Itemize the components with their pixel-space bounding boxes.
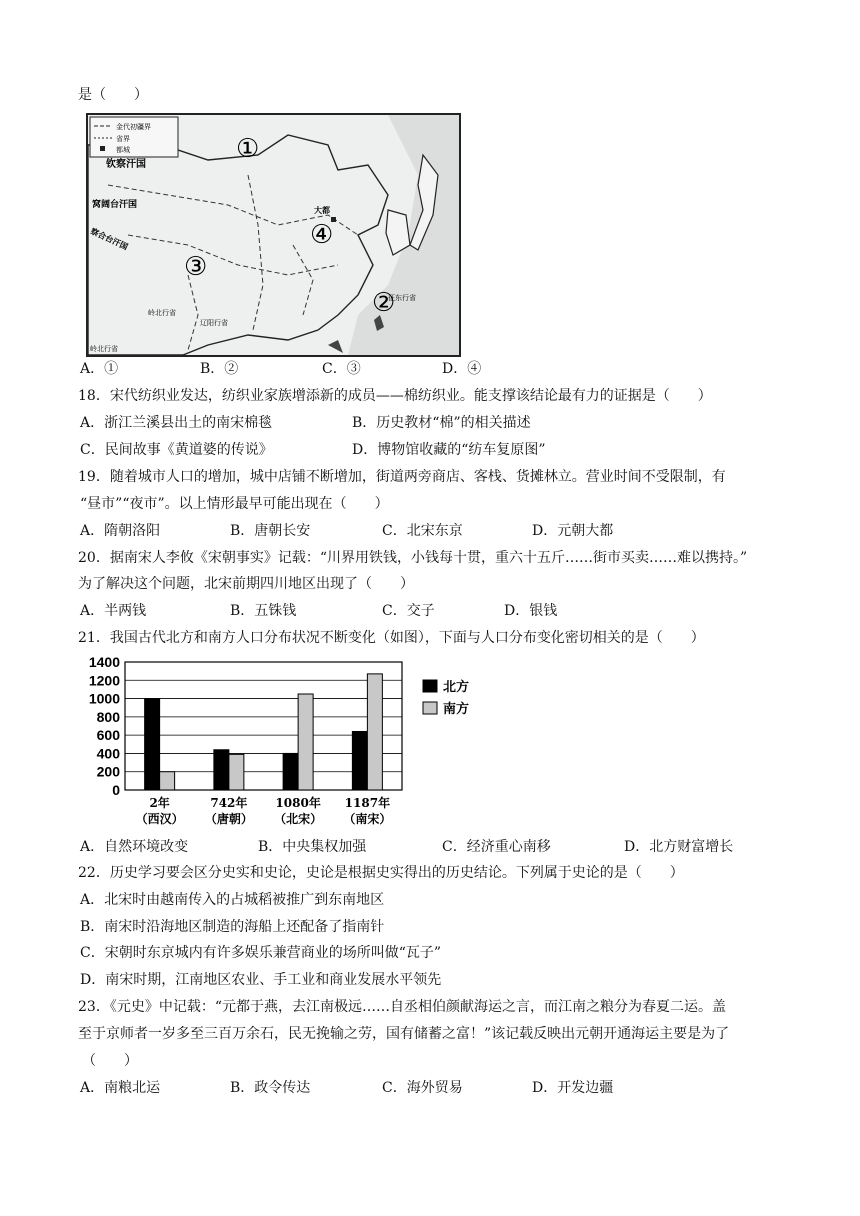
q19-stem-line2: “昼市”“夜市”。以上情形最早可能出现在（ ） bbox=[80, 496, 389, 512]
bar-北方-3 bbox=[352, 731, 367, 790]
q18-option-d[interactable]: D．博物馆收藏的“纺车复原图” bbox=[352, 442, 546, 458]
marker-3: ③ bbox=[184, 252, 208, 282]
x-tick-label-0-a: 2年 bbox=[149, 796, 170, 810]
marker-1: ① bbox=[236, 134, 260, 164]
border-line-3 bbox=[248, 175, 263, 330]
y-tick-label-1400: 1400 bbox=[88, 654, 120, 670]
q20-stem-line1: 20．据南宋人李攸《宋朝事实》记载：“川界用铁钱，小钱每十贯，重六十五斤……街市买卖……难以携持。” bbox=[78, 550, 748, 566]
chart-legend bbox=[423, 679, 469, 717]
marker-2: ② bbox=[372, 288, 396, 318]
label-qincha: 钦察汗国 bbox=[106, 159, 146, 170]
x-tick-label-0-b: （西汉） bbox=[135, 812, 184, 826]
q23-option-d[interactable]: D．开发边疆 bbox=[532, 1080, 614, 1096]
chart-y-tick-labels bbox=[89, 654, 120, 798]
q23-option-c[interactable]: C．海外贸易 bbox=[382, 1080, 463, 1096]
q23-stem-line3: （ ） bbox=[82, 1053, 138, 1069]
q18-stem: 18．宋代纺织业发达，纺织业家族增添新的成员——棉纺织业。能支撑该结论最有力的证据是（ ） bbox=[78, 388, 712, 404]
q19-option-c[interactable]: C．北宋东京 bbox=[382, 523, 463, 539]
chart-bars bbox=[145, 674, 383, 790]
q21-option-d[interactable]: D．北方财富增长 bbox=[624, 839, 734, 855]
bar-南方-1 bbox=[229, 754, 244, 790]
border-line-4 bbox=[188, 275, 198, 350]
q22-option-c[interactable]: C．宋朝时东京城内有许多娱乐兼营商业的场所叫做“瓦子” bbox=[80, 945, 442, 961]
y-tick-label-1200: 1200 bbox=[88, 672, 120, 689]
legend-text-3: 都城 bbox=[116, 146, 130, 154]
q18-option-b[interactable]: B．历史教材“棉”的相关描述 bbox=[352, 415, 531, 431]
legend-text-2: 省界 bbox=[116, 135, 130, 143]
q18-option-a[interactable]: A．浙江兰溪县出土的南宋棉毯 bbox=[80, 415, 273, 431]
y-tick-label-1000: 1000 bbox=[88, 690, 120, 707]
q18-option-c[interactable]: C．民间故事《黄道婆的传说》 bbox=[80, 442, 273, 458]
q23-option-b[interactable]: B．政令传达 bbox=[230, 1080, 311, 1096]
q20-option-c[interactable]: C．交子 bbox=[382, 603, 435, 619]
population-bar-chart bbox=[80, 654, 480, 832]
q17-option-a[interactable]: A．① bbox=[80, 361, 119, 377]
q20-option-d[interactable]: D．银钱 bbox=[504, 603, 558, 619]
label-liaoyang: 辽阳行省 bbox=[200, 319, 228, 327]
q20-option-a[interactable]: A．半两钱 bbox=[80, 603, 147, 619]
x-tick-label-1-b: （唐朝） bbox=[204, 812, 253, 826]
label-chahetai: 察合台汗国 bbox=[89, 226, 130, 252]
bar-南方-0 bbox=[160, 772, 175, 790]
legend-capital-symbol bbox=[100, 146, 105, 151]
q19-option-b[interactable]: B．唐朝长安 bbox=[230, 523, 311, 539]
x-tick-label-3-b: （南宋） bbox=[343, 812, 392, 826]
label-zhengdong: 征东行省 bbox=[388, 294, 416, 302]
label-lingbei-b: 岭北行省 bbox=[90, 345, 118, 353]
bar-南方-3 bbox=[367, 674, 382, 790]
q21-option-c[interactable]: C．经济重心南移 bbox=[442, 839, 551, 855]
q17-stem-tail: 是（ ） bbox=[78, 87, 148, 103]
legend-text-1: 金代初疆界 bbox=[116, 123, 151, 131]
bar-南方-2 bbox=[298, 694, 313, 790]
y-tick-label-0: 0 bbox=[112, 782, 120, 798]
q23-option-a[interactable]: A．南粮北运 bbox=[80, 1080, 161, 1096]
q22-stem: 22．历史学习要会区分史实和史论，史论是根据史实得出的历史结论。下列属于史论的是（ ） bbox=[78, 865, 684, 881]
q23-stem-line2: 至于京师者一岁多至三百万余石，民无挽输之劳，国有储蓄之富！”该记载反映出元朝开通海运主要是为了 bbox=[78, 1026, 730, 1042]
island-1 bbox=[328, 340, 343, 353]
q21-option-b[interactable]: B．中央集权加强 bbox=[258, 839, 367, 855]
legend-label-南方: 南方 bbox=[443, 702, 470, 717]
bar-北方-1 bbox=[214, 750, 229, 790]
q17-option-b[interactable]: B．② bbox=[200, 361, 239, 377]
border-line-5 bbox=[293, 245, 313, 315]
q22-option-b[interactable]: B．南宋时沿海地区制造的海船上还配备了指南针 bbox=[80, 919, 385, 935]
q19-option-d[interactable]: D．元朝大都 bbox=[532, 523, 614, 539]
q19-stem-line1: 19．随着城市人口的增加，城中店铺不断增加，街道两旁商店、客栈、货摊林立。营业时间不受限制，有 bbox=[78, 469, 726, 485]
q17-option-d[interactable]: D．④ bbox=[442, 361, 482, 377]
q21-option-a[interactable]: A．自然环境改变 bbox=[80, 839, 189, 855]
label-lingbei-a: 岭北行省 bbox=[148, 309, 176, 317]
legend-swatch-北方 bbox=[423, 680, 437, 692]
x-tick-label-2-a: 1080年 bbox=[275, 796, 321, 810]
y-tick-label-400: 400 bbox=[96, 745, 120, 762]
marker-4: ④ bbox=[310, 220, 334, 250]
yuan-map-figure bbox=[86, 113, 461, 357]
q19-option-a[interactable]: A．隋朝洛阳 bbox=[80, 523, 161, 539]
q20-option-b[interactable]: B．五铢钱 bbox=[230, 603, 297, 619]
q22-option-a[interactable]: A．北宋时由越南传入的占城稻被推广到东南地区 bbox=[80, 892, 385, 908]
y-tick-label-200: 200 bbox=[96, 763, 120, 780]
y-tick-label-800: 800 bbox=[96, 708, 120, 725]
q21-stem: 21．我国古代北方和南方人口分布状况不断变化（如图），下面与人口分布变化密切相关的是（ ） bbox=[78, 630, 705, 646]
yuan-map-svg bbox=[88, 115, 459, 355]
bar-北方-0 bbox=[145, 699, 160, 790]
legend-swatch-南方 bbox=[423, 702, 437, 714]
bar-北方-2 bbox=[283, 753, 298, 790]
label-dadu: 大都 bbox=[314, 206, 330, 215]
x-tick-label-1-a: 742年 bbox=[210, 796, 248, 810]
q22-option-d[interactable]: D．南宋时期，江南地区农业、手工业和商业发展水平领先 bbox=[80, 972, 442, 988]
q20-stem-line2: 为了解决这个问题，北宋前期四川地区出现了（ ） bbox=[78, 576, 414, 592]
y-tick-label-600: 600 bbox=[96, 727, 120, 744]
chart-x-tick-labels bbox=[136, 795, 392, 826]
label-wokuotai: 窝阔台汗国 bbox=[92, 200, 138, 210]
q23-stem-line1: 23．《元史》中记载：“元都于燕，去江南极远……自丞相伯颜献海运之言，而江南之粮分为春夏二运。盖 bbox=[78, 999, 726, 1015]
x-tick-label-3-a: 1187年 bbox=[344, 796, 391, 810]
legend-label-北方: 北方 bbox=[443, 680, 470, 695]
q17-option-c[interactable]: C．③ bbox=[322, 361, 361, 377]
x-tick-label-2-b: （北宋） bbox=[274, 812, 323, 826]
